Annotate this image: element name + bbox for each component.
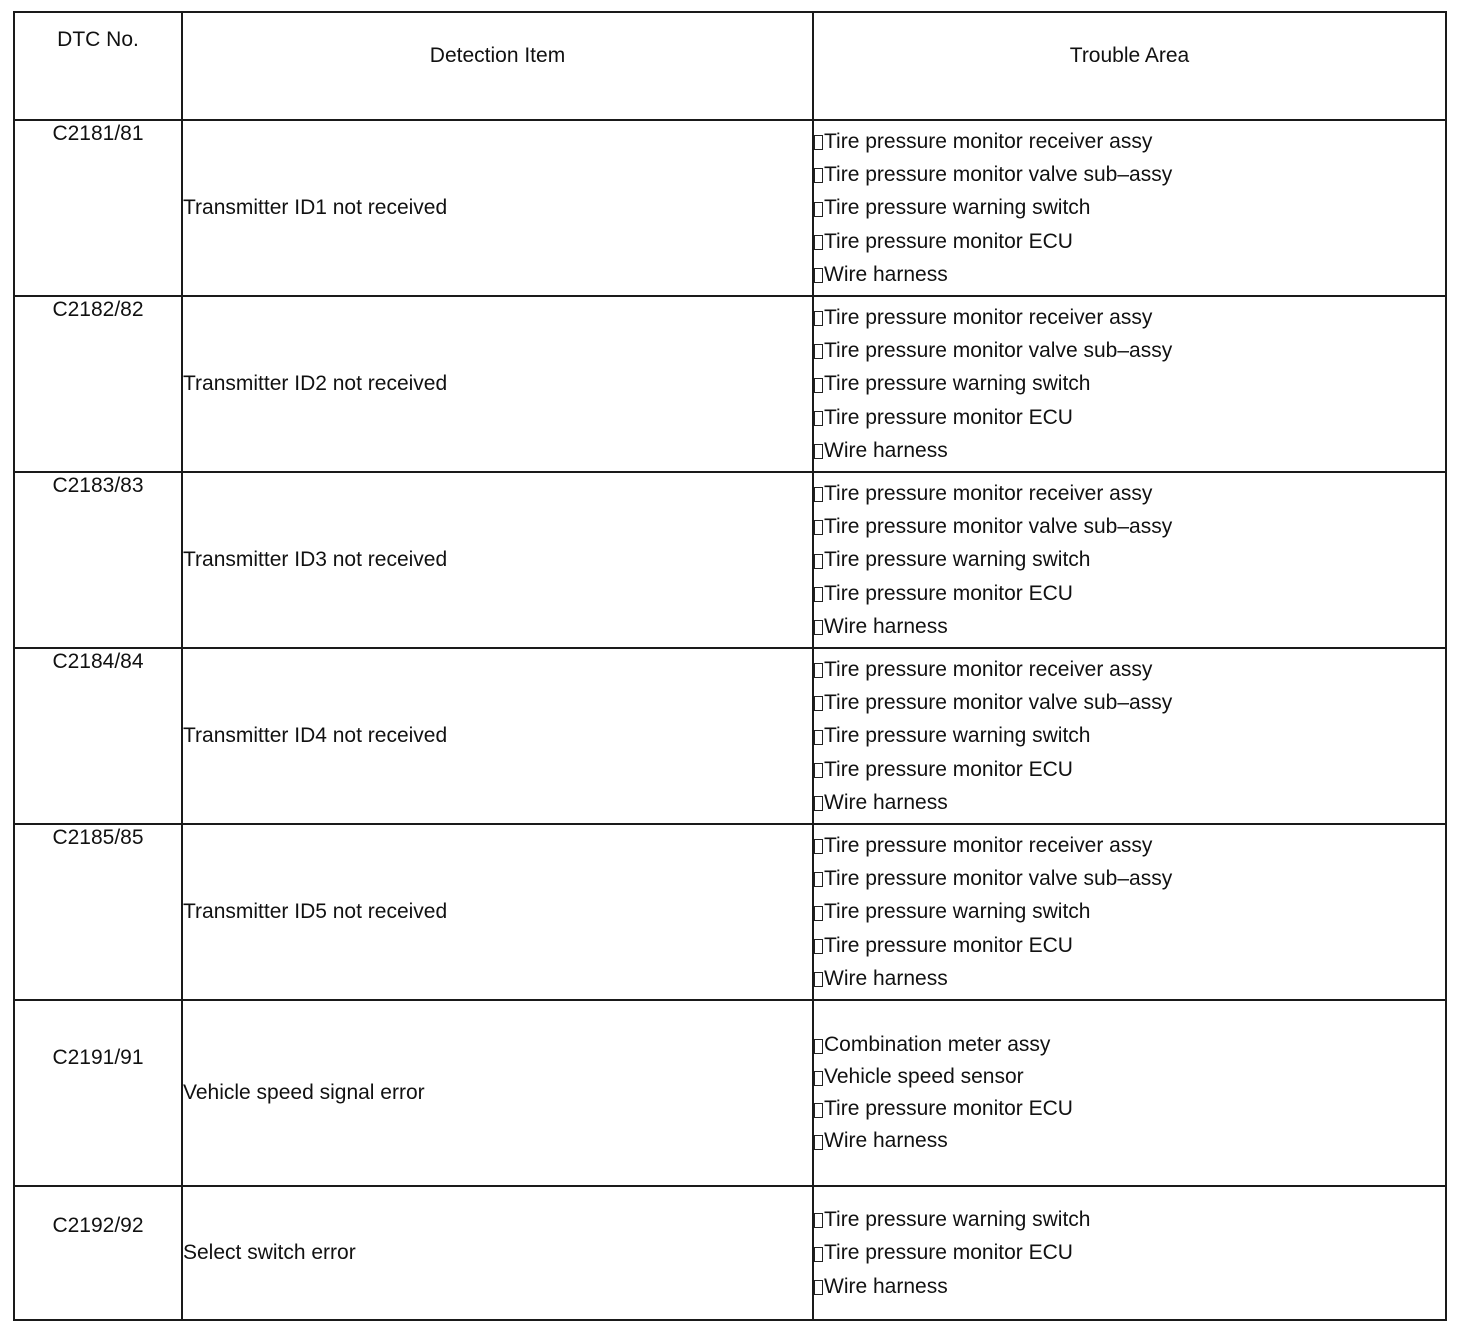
list-item — [814, 1125, 1445, 1157]
detection-item: Select switch error — [182, 1186, 813, 1320]
trouble-area-label: Wire harness — [824, 790, 948, 814]
list-item — [814, 862, 1445, 895]
list-item — [814, 434, 1445, 467]
trouble-area-label: Tire pressure monitor receiver assy — [824, 482, 1153, 506]
checkbox-square-icon — [814, 696, 823, 711]
header-row — [14, 12, 1446, 120]
checkbox-square-icon — [814, 168, 823, 183]
list-item — [814, 610, 1445, 643]
checkbox-square-icon — [814, 344, 823, 359]
trouble-area-label: Wire harness — [824, 614, 948, 638]
checkbox-square-icon — [814, 268, 823, 283]
trouble-area-list — [814, 301, 1445, 467]
list-item — [814, 686, 1445, 719]
trouble-area-label: Wire harness — [824, 1274, 948, 1298]
list-item — [814, 1270, 1445, 1303]
trouble-area-cell — [813, 296, 1446, 472]
trouble-area-label: Tire pressure monitor ECU — [824, 1241, 1073, 1265]
list-item — [814, 895, 1445, 928]
checkbox-square-icon — [814, 444, 823, 459]
trouble-area-label: Vehicle speed sensor — [824, 1065, 1024, 1089]
table-row — [14, 648, 1446, 824]
list-item — [814, 1029, 1445, 1061]
trouble-area-label: Tire pressure monitor receiver assy — [824, 306, 1153, 330]
trouble-area-label: Tire pressure monitor valve sub–assy — [824, 691, 1173, 715]
trouble-area-label: Tire pressure monitor valve sub–assy — [824, 163, 1173, 187]
checkbox-square-icon — [814, 1039, 823, 1054]
trouble-area-label: Tire pressure monitor valve sub–assy — [824, 867, 1173, 891]
trouble-area-cell — [813, 120, 1446, 296]
trouble-area-label: Tire pressure warning switch — [824, 548, 1091, 572]
checkbox-square-icon — [814, 906, 823, 921]
checkbox-square-icon — [814, 1280, 823, 1295]
checkbox-square-icon — [814, 587, 823, 602]
trouble-area-label: Tire pressure warning switch — [824, 1208, 1091, 1232]
trouble-area-list — [814, 653, 1445, 819]
header-detection-item: Detection Item — [182, 12, 813, 120]
checkbox-square-icon — [814, 1213, 823, 1228]
list-item — [814, 158, 1445, 191]
trouble-area-list — [814, 829, 1445, 995]
trouble-area-label: Tire pressure warning switch — [824, 900, 1091, 924]
trouble-area-label: Wire harness — [824, 438, 948, 462]
list-item — [814, 510, 1445, 543]
list-item — [814, 653, 1445, 686]
list-item — [814, 401, 1445, 434]
list-item — [814, 543, 1445, 576]
trouble-area-cell — [813, 1000, 1446, 1186]
dtc-code: C2182/82 — [14, 296, 182, 472]
list-item — [814, 125, 1445, 158]
checkbox-square-icon — [814, 311, 823, 326]
trouble-area-cell — [813, 648, 1446, 824]
checkbox-square-icon — [814, 972, 823, 987]
trouble-area-label: Wire harness — [824, 1129, 948, 1153]
table-body — [14, 120, 1446, 1320]
list-item — [814, 1236, 1445, 1269]
checkbox-square-icon — [814, 411, 823, 426]
dtc-code: C2183/83 — [14, 472, 182, 648]
trouble-area-label: Tire pressure monitor ECU — [824, 581, 1073, 605]
checkbox-square-icon — [814, 378, 823, 393]
trouble-area-cell — [813, 472, 1446, 648]
header-dtc-no: DTC No. — [14, 12, 182, 120]
header-trouble-area: Trouble Area — [813, 12, 1446, 120]
trouble-area-list — [814, 1203, 1445, 1303]
checkbox-square-icon — [814, 235, 823, 250]
table-row — [14, 824, 1446, 1000]
dtc-code: C2192/92 — [14, 1186, 182, 1320]
checkbox-square-icon — [814, 663, 823, 678]
detection-item: Transmitter ID4 not received — [182, 648, 813, 824]
table-row — [14, 296, 1446, 472]
trouble-area-label: Tire pressure monitor receiver assy — [824, 834, 1153, 858]
table-row — [14, 472, 1446, 648]
checkbox-square-icon — [814, 1103, 823, 1118]
checkbox-square-icon — [814, 939, 823, 954]
list-item — [814, 577, 1445, 610]
detection-item: Transmitter ID1 not received — [182, 120, 813, 296]
list-item — [814, 1093, 1445, 1125]
detection-item: Transmitter ID3 not received — [182, 472, 813, 648]
trouble-area-cell — [813, 1186, 1446, 1320]
trouble-area-label: Combination meter assy — [824, 1033, 1051, 1057]
trouble-area-label: Tire pressure monitor ECU — [824, 405, 1073, 429]
checkbox-square-icon — [814, 202, 823, 217]
dtc-code: C2191/91 — [14, 1000, 182, 1186]
list-item — [814, 786, 1445, 819]
checkbox-square-icon — [814, 554, 823, 569]
list-item — [814, 334, 1445, 367]
checkbox-square-icon — [814, 1247, 823, 1262]
trouble-area-label: Tire pressure warning switch — [824, 196, 1091, 220]
dtc-code: C2185/85 — [14, 824, 182, 1000]
list-item — [814, 477, 1445, 510]
list-item — [814, 719, 1445, 752]
table-row — [14, 120, 1446, 296]
checkbox-square-icon — [814, 487, 823, 502]
trouble-area-list — [814, 125, 1445, 291]
list-item — [814, 225, 1445, 258]
list-item — [814, 929, 1445, 962]
trouble-area-label: Wire harness — [824, 262, 948, 286]
list-item — [814, 258, 1445, 291]
trouble-area-label: Tire pressure monitor valve sub–assy — [824, 339, 1173, 363]
checkbox-square-icon — [814, 520, 823, 535]
checkbox-square-icon — [814, 796, 823, 811]
trouble-area-label: Tire pressure monitor ECU — [824, 933, 1073, 957]
trouble-area-label: Wire harness — [824, 966, 948, 990]
trouble-area-label: Tire pressure monitor receiver assy — [824, 130, 1153, 154]
trouble-area-label: Tire pressure monitor ECU — [824, 229, 1073, 253]
checkbox-square-icon — [814, 763, 823, 778]
trouble-area-label: Tire pressure monitor ECU — [824, 757, 1073, 781]
list-item — [814, 829, 1445, 862]
list-item — [814, 1203, 1445, 1236]
checkbox-square-icon — [814, 730, 823, 745]
checkbox-square-icon — [814, 872, 823, 887]
list-item — [814, 1061, 1445, 1093]
dtc-code: C2181/81 — [14, 120, 182, 296]
trouble-area-label: Tire pressure monitor ECU — [824, 1097, 1073, 1121]
dtc-code: C2184/84 — [14, 648, 182, 824]
detection-item: Transmitter ID2 not received — [182, 296, 813, 472]
checkbox-square-icon — [814, 1135, 823, 1150]
table-row — [14, 1186, 1446, 1320]
trouble-area-list — [814, 1029, 1445, 1157]
checkbox-square-icon — [814, 1071, 823, 1086]
list-item — [814, 753, 1445, 786]
table-row — [14, 1000, 1446, 1186]
checkbox-square-icon — [814, 839, 823, 854]
trouble-area-cell — [813, 824, 1446, 1000]
list-item — [814, 301, 1445, 334]
dtc-table — [13, 11, 1447, 1321]
list-item — [814, 367, 1445, 400]
list-item — [814, 191, 1445, 224]
trouble-area-list — [814, 477, 1445, 643]
trouble-area-label: Tire pressure warning switch — [824, 724, 1091, 748]
trouble-area-label: Tire pressure monitor valve sub–assy — [824, 515, 1173, 539]
trouble-area-label: Tire pressure monitor receiver assy — [824, 658, 1153, 682]
checkbox-square-icon — [814, 135, 823, 150]
checkbox-square-icon — [814, 620, 823, 635]
detection-item: Vehicle speed signal error — [182, 1000, 813, 1186]
detection-item: Transmitter ID5 not received — [182, 824, 813, 1000]
trouble-area-label: Tire pressure warning switch — [824, 372, 1091, 396]
list-item — [814, 962, 1445, 995]
